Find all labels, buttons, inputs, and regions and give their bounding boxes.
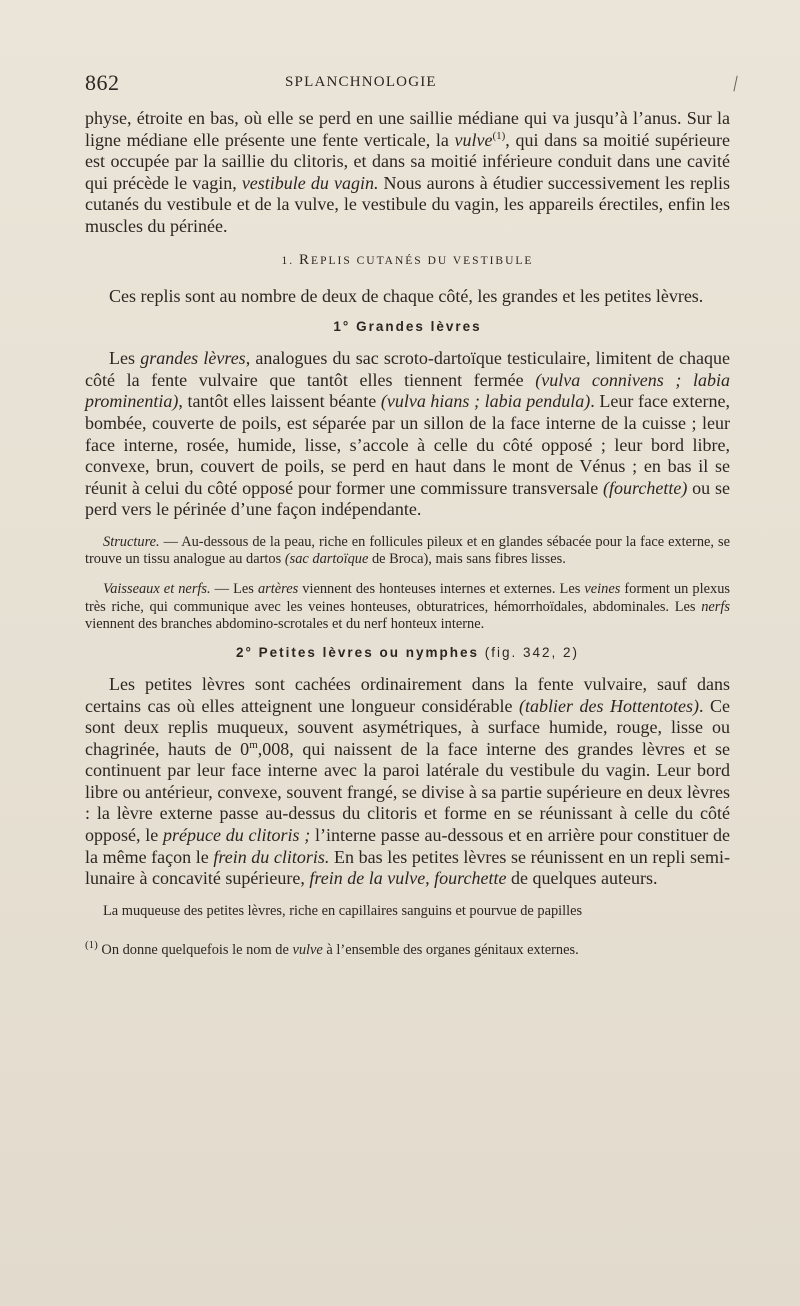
text-run: Nous aurons à étudier successivement les replis cutanés du vestibule et de la vulve, le vestibule du vagin, les appareils érectiles, enfin les muscles du périnée. xyxy=(85,172,731,236)
subsection-heading-petites-levres xyxy=(85,645,730,660)
figure-reference: (fig. 342, 2) xyxy=(484,644,580,660)
run-in-heading: Structure. xyxy=(103,533,160,550)
page-content xyxy=(85,108,730,959)
paragraph-replis: Ces replis sont au nombre de deux de chaque côté, les grandes et les petites lèvres. xyxy=(109,285,704,306)
margin-mark xyxy=(733,76,741,93)
text-run: l’interne passe au-dessous et en arrière pour constituer de la même façon le xyxy=(85,825,730,867)
unit-superscript: m xyxy=(249,738,258,751)
term: nerfs xyxy=(701,598,730,615)
footnote-ref: (1) xyxy=(492,129,506,142)
footnote-mark: (1) xyxy=(85,939,98,952)
text-run: — Au-dessous de la peau, riche en follicules pileux et en glandes sébacée pour la face externe, se trouve un tissu analogue au dartos xyxy=(85,533,730,568)
run-in-heading: Vaisseaux et nerfs. xyxy=(103,581,211,598)
page-number: 862 xyxy=(85,70,120,95)
term: (vulva hians ; labia pendula) xyxy=(380,391,591,412)
text-run: . Ce sont deux replis muqueux, souvent asymétriques, à surface humide, rouge, lisse ou chagrinée, hauts de 0 xyxy=(85,695,730,759)
paragraph-muqueuse: La muqueuse des petites lèvres, riche en capillaires sanguins et pourvue de papilles xyxy=(103,902,583,919)
subsection-title: Petites lèvres ou nymphes xyxy=(258,644,479,660)
term: prépuce du clitoris ; xyxy=(163,825,311,846)
section-number: 1. xyxy=(281,254,295,267)
paragraph-grandes-levres xyxy=(85,348,730,521)
term: artères xyxy=(257,581,299,598)
text-run: , tantôt elles laissent béante xyxy=(178,391,381,412)
spacer xyxy=(85,568,730,581)
term: frein du clitoris. xyxy=(213,846,330,867)
term-vestibule: vestibule du vagin. xyxy=(241,172,379,193)
term: (vulva connivens ; labia prominentia) xyxy=(85,369,730,412)
text-run: . Leur face externe, bombée, couverte de poils, est séparée par un sillon de la face interne de la cuisse ; leur face interne, rosée, humide, lisse, s’accole à celle du côté opposé ; leur bord libre, convexe, brun, couvert de poils, se perd en haut dans le mont de Vénus ; en bas il se réunit à celui du côté opposé pour former une commissure transversale xyxy=(85,391,731,498)
page-header xyxy=(85,70,728,100)
section-heading xyxy=(85,252,730,269)
text-run: , qui dans sa moitié supérieure est occupée par la saillie du clitoris, et dans sa moitié inférieure conduit dans une cavité qui précède le vagin, xyxy=(85,129,730,193)
spacer xyxy=(85,890,730,903)
term: veines xyxy=(584,581,621,598)
paragraph-vaisseaux xyxy=(85,581,730,633)
footnote xyxy=(85,939,730,959)
text-run: ,008, qui naissent de la face interne des grandes lèvres et se continuent par leur face interne avec la paroi latérale du vestibule du vagin. Leur bord libre ou antérieur, convexe, souvent frangé, se divise à sa partie supérieure en deux lèvres : la lèvre externe passe au-dessus du clitoris et forme en se réunissant à celle du côté opposé, le xyxy=(85,738,731,846)
text-run: physe, étroite en bas, où elle se perd en une saillie médiane qui va jusqu’à l’anus. Sur la ligne médiane elle présente une fente verticale, la xyxy=(85,108,730,150)
term: frein de la vulve, fourchette xyxy=(309,868,507,889)
section-title: EPLIS CUTANÉS DU VESTIBULE xyxy=(311,254,534,267)
subsection-number: 2° xyxy=(235,644,253,660)
text-run: forment un plexus très riche, qui communique avec les veines honteuses, obturatrices, hémorrhoïdales, abdominales. Les xyxy=(85,581,730,615)
paragraph-structure xyxy=(85,534,730,568)
running-title: SPLANCHNOLOGIE xyxy=(285,74,437,90)
text-run: viennent des branches abdomino-scrotales et du nerf honteux interne. xyxy=(85,615,485,632)
term: (tablier des Hottentotes) xyxy=(518,695,699,716)
term-vulve: vulve xyxy=(454,129,493,150)
subsection-title: Grandes lèvres xyxy=(356,319,482,335)
text-run: de quelques auteurs. xyxy=(506,868,658,889)
term: (sac dartoïque xyxy=(284,551,369,568)
text-run: à l’ensemble des organes génitaux externes. xyxy=(322,942,579,959)
subsection-heading-grandes-levres xyxy=(85,319,730,334)
text-run: On donne quelquefois le nom de xyxy=(97,942,293,959)
paragraph-petites-levres xyxy=(85,674,730,890)
text-run: Les xyxy=(109,348,141,369)
paragraph-intro xyxy=(85,108,730,238)
term: (fourchette) xyxy=(603,477,688,498)
section-title-initial: R xyxy=(299,251,312,268)
term: grandes lèvres xyxy=(140,348,246,369)
text-run: , analogues du sac scroto-dartoïque testiculaire, limitent de chaque côté la fente vulvaire que tantôt elles tiennent fermée xyxy=(85,348,731,390)
text-run: Les petites lèvres sont cachées ordinairement dans la fente vulvaire, sauf dans certains cas où elles atteignent une longueur considérable xyxy=(85,673,730,716)
subsection-number: 1° xyxy=(333,319,351,335)
spacer xyxy=(85,521,730,534)
text-run: viennent des honteuses internes et externes. Les xyxy=(298,581,585,598)
text-run: de Broca), mais sans fibres lisses. xyxy=(368,551,566,568)
text-run: ou se perd vers le périnée d’une façon indépendante. xyxy=(85,477,730,520)
term: vulve xyxy=(292,942,323,959)
text-run: — Les xyxy=(210,581,258,598)
text-run: En bas les petites lèvres se réunissent en un repli semi-lunaire à concavité supérieure, xyxy=(85,846,730,889)
